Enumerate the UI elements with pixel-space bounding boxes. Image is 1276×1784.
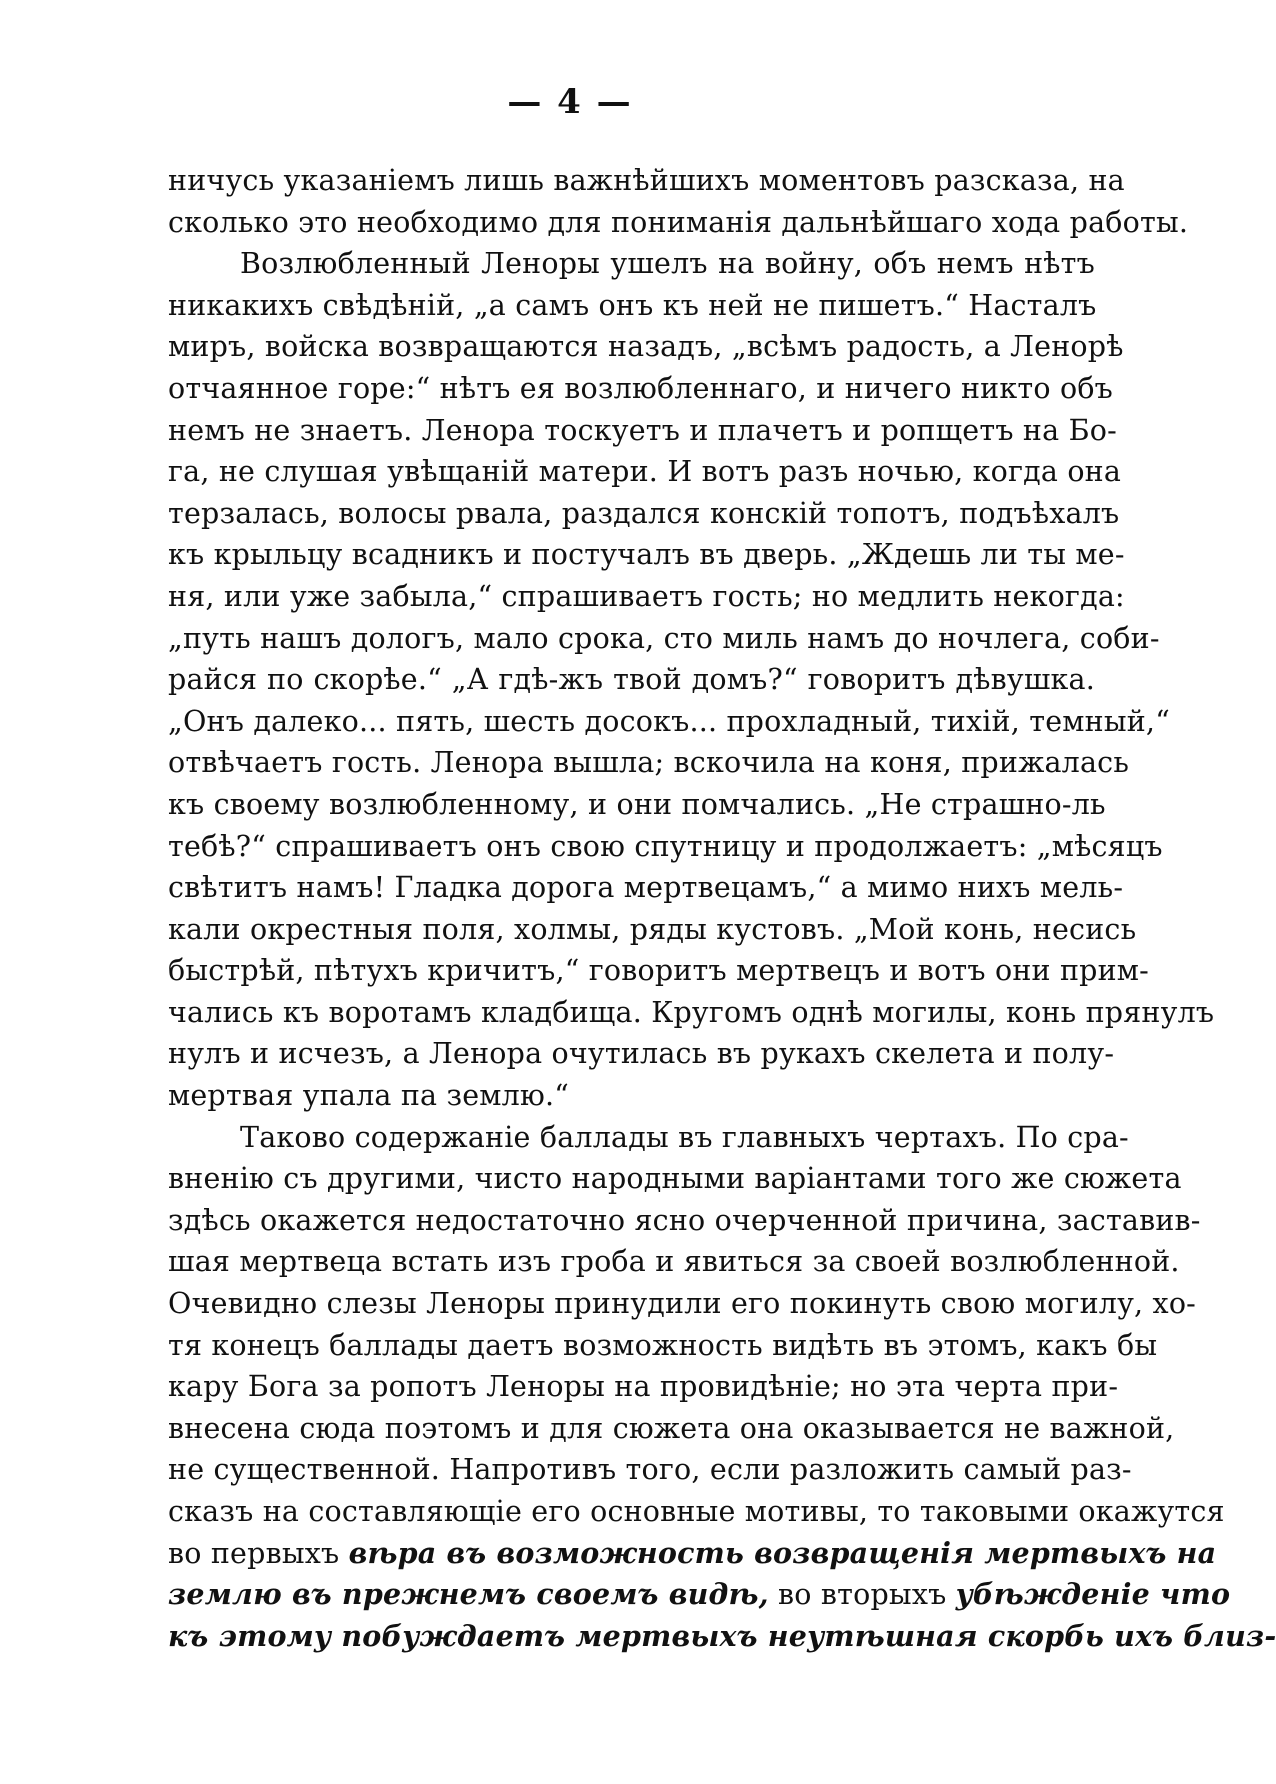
- text-line: миръ, войска возвращаются назадъ, „всѣмъ радость, а Ленорѣ: [168, 330, 1124, 364]
- text-line: райся по скорѣе.“ „А гдѣ-жъ твой домъ?“ говоритъ дѣвушка.: [168, 663, 1095, 697]
- text-line: сколько это необходимо для пониманія дальнѣйшаго хода работы.: [168, 205, 1189, 239]
- text-line: немъ не знаетъ. Ленора тоскуетъ и плачетъ и ропщетъ на Бо-: [168, 413, 1117, 447]
- text-line: кали окрестныя поля, холмы, ряды кустовъ. „Мой конь, несись: [168, 912, 1137, 946]
- text-line: шая мертвеца встать изъ гроба и явиться за своей возлюбленной.: [168, 1245, 1180, 1279]
- text-line: вненію съ другими, чисто народными варіантами того же сюжета: [168, 1162, 1182, 1196]
- text-line: отчаянное горе:“ нѣтъ ея возлюбленнаго, и ничего никто объ: [168, 371, 1114, 405]
- text-line: къ крыльцу всадникъ и постучалъ въ дверь. „Ждешь ли ты ме-: [168, 538, 1125, 572]
- text-emphasis: землю въ прежнемъ своемъ видѣ,: [168, 1577, 769, 1612]
- text-line: нулъ и исчезъ, а Ленора очутилась въ рукахъ скелета и полу-: [168, 1037, 1115, 1071]
- body-text: [168, 160, 1276, 1657]
- text-emphasis: вѣра въ возможность возвращенія мертвыхъ на: [348, 1535, 1217, 1570]
- text-line: не существенной. Напротивъ того, если разложить самый раз-: [168, 1453, 1132, 1487]
- text-line: отвѣчаетъ гость. Ленора вышла; вскочила на коня, прижалась: [168, 746, 1130, 780]
- text-line: терзалась, волосы рвала, раздался конскій топотъ, подъѣхалъ: [168, 496, 1120, 530]
- text-line: внесена сюда поэтомъ и для сюжета она оказывается не важной,: [168, 1411, 1175, 1445]
- text-line: „путь нашъ дологъ, мало срока, сто миль намъ до ночлега, соби-: [168, 621, 1160, 655]
- text-line: сказъ на составляющіе его основные мотивы, то таковыми окажутся: [168, 1495, 1225, 1528]
- text-plain: во первыхъ: [168, 1536, 349, 1570]
- text-emphasis: къ этому побуждаетъ мертвыхъ неутѣшная скорбь ихъ близ-: [168, 1618, 1276, 1653]
- text-line: га, не слушая увѣщаній матери. И вотъ разъ ночью, когда она: [168, 455, 1122, 489]
- text-line-mixed: [168, 1574, 1231, 1616]
- text-line: свѣтитъ намъ! Гладка дорога мертвецамъ,“ а мимо нихъ мель-: [168, 871, 1124, 905]
- text-line: Возлюбленный Леноры ушелъ на войну, объ немъ нѣтъ: [240, 247, 1095, 281]
- text-line: тебѣ?“ спрашиваетъ онъ свою спутницу и продолжаетъ: „мѣсяцъ: [168, 829, 1163, 863]
- page-number: — 4 —: [507, 82, 633, 122]
- text-line-mixed: [168, 1533, 1217, 1575]
- text-line: кару Бога за ропотъ Леноры на провидѣніе; но эта черта при-: [168, 1370, 1119, 1404]
- text-line: чались къ воротамъ кладбища. Кругомъ однѣ могилы, конь прянулъ: [168, 995, 1215, 1029]
- text-line: мертвая упала па землю.“: [168, 1079, 570, 1113]
- text-line: къ своему возлюбленному, и они помчались. „Не страшно-ль: [168, 787, 1106, 821]
- text-line: „Онъ далеко... пять, шесть досокъ... прохладный, тихій, темный,“: [168, 704, 1170, 738]
- text-line: ничусь указаніемъ лишь важнѣйшихъ моментовъ разсказа, на: [168, 164, 1125, 197]
- text-line-mixed: [168, 1616, 1276, 1658]
- text-line: быстрѣй, пѣтухъ кричитъ,“ говоритъ мертвецъ и вотъ они прим-: [168, 954, 1149, 988]
- text-line: тя конецъ баллады даетъ возможность видѣть въ этомъ, какъ бы: [168, 1328, 1158, 1362]
- text-line: Таково содержаніе баллады въ главныхъ чертахъ. По сра-: [240, 1120, 1129, 1154]
- text-emphasis: убѣжденіе что: [955, 1577, 1231, 1612]
- text-line: ня, или уже забыла,“ спрашиваетъ гость; но медлить некогда:: [168, 579, 1125, 613]
- text-line: здѣсь окажется недостаточно ясно очерченной причина, заставив-: [168, 1203, 1201, 1237]
- text-line: Очевидно слезы Леноры принудили его покинуть свою могилу, хо-: [168, 1287, 1197, 1321]
- text-plain: во вторыхъ: [768, 1578, 956, 1612]
- text-line: никакихъ свѣдѣній, „а самъ онъ къ ней не пишетъ.“ Насталъ: [168, 288, 1097, 322]
